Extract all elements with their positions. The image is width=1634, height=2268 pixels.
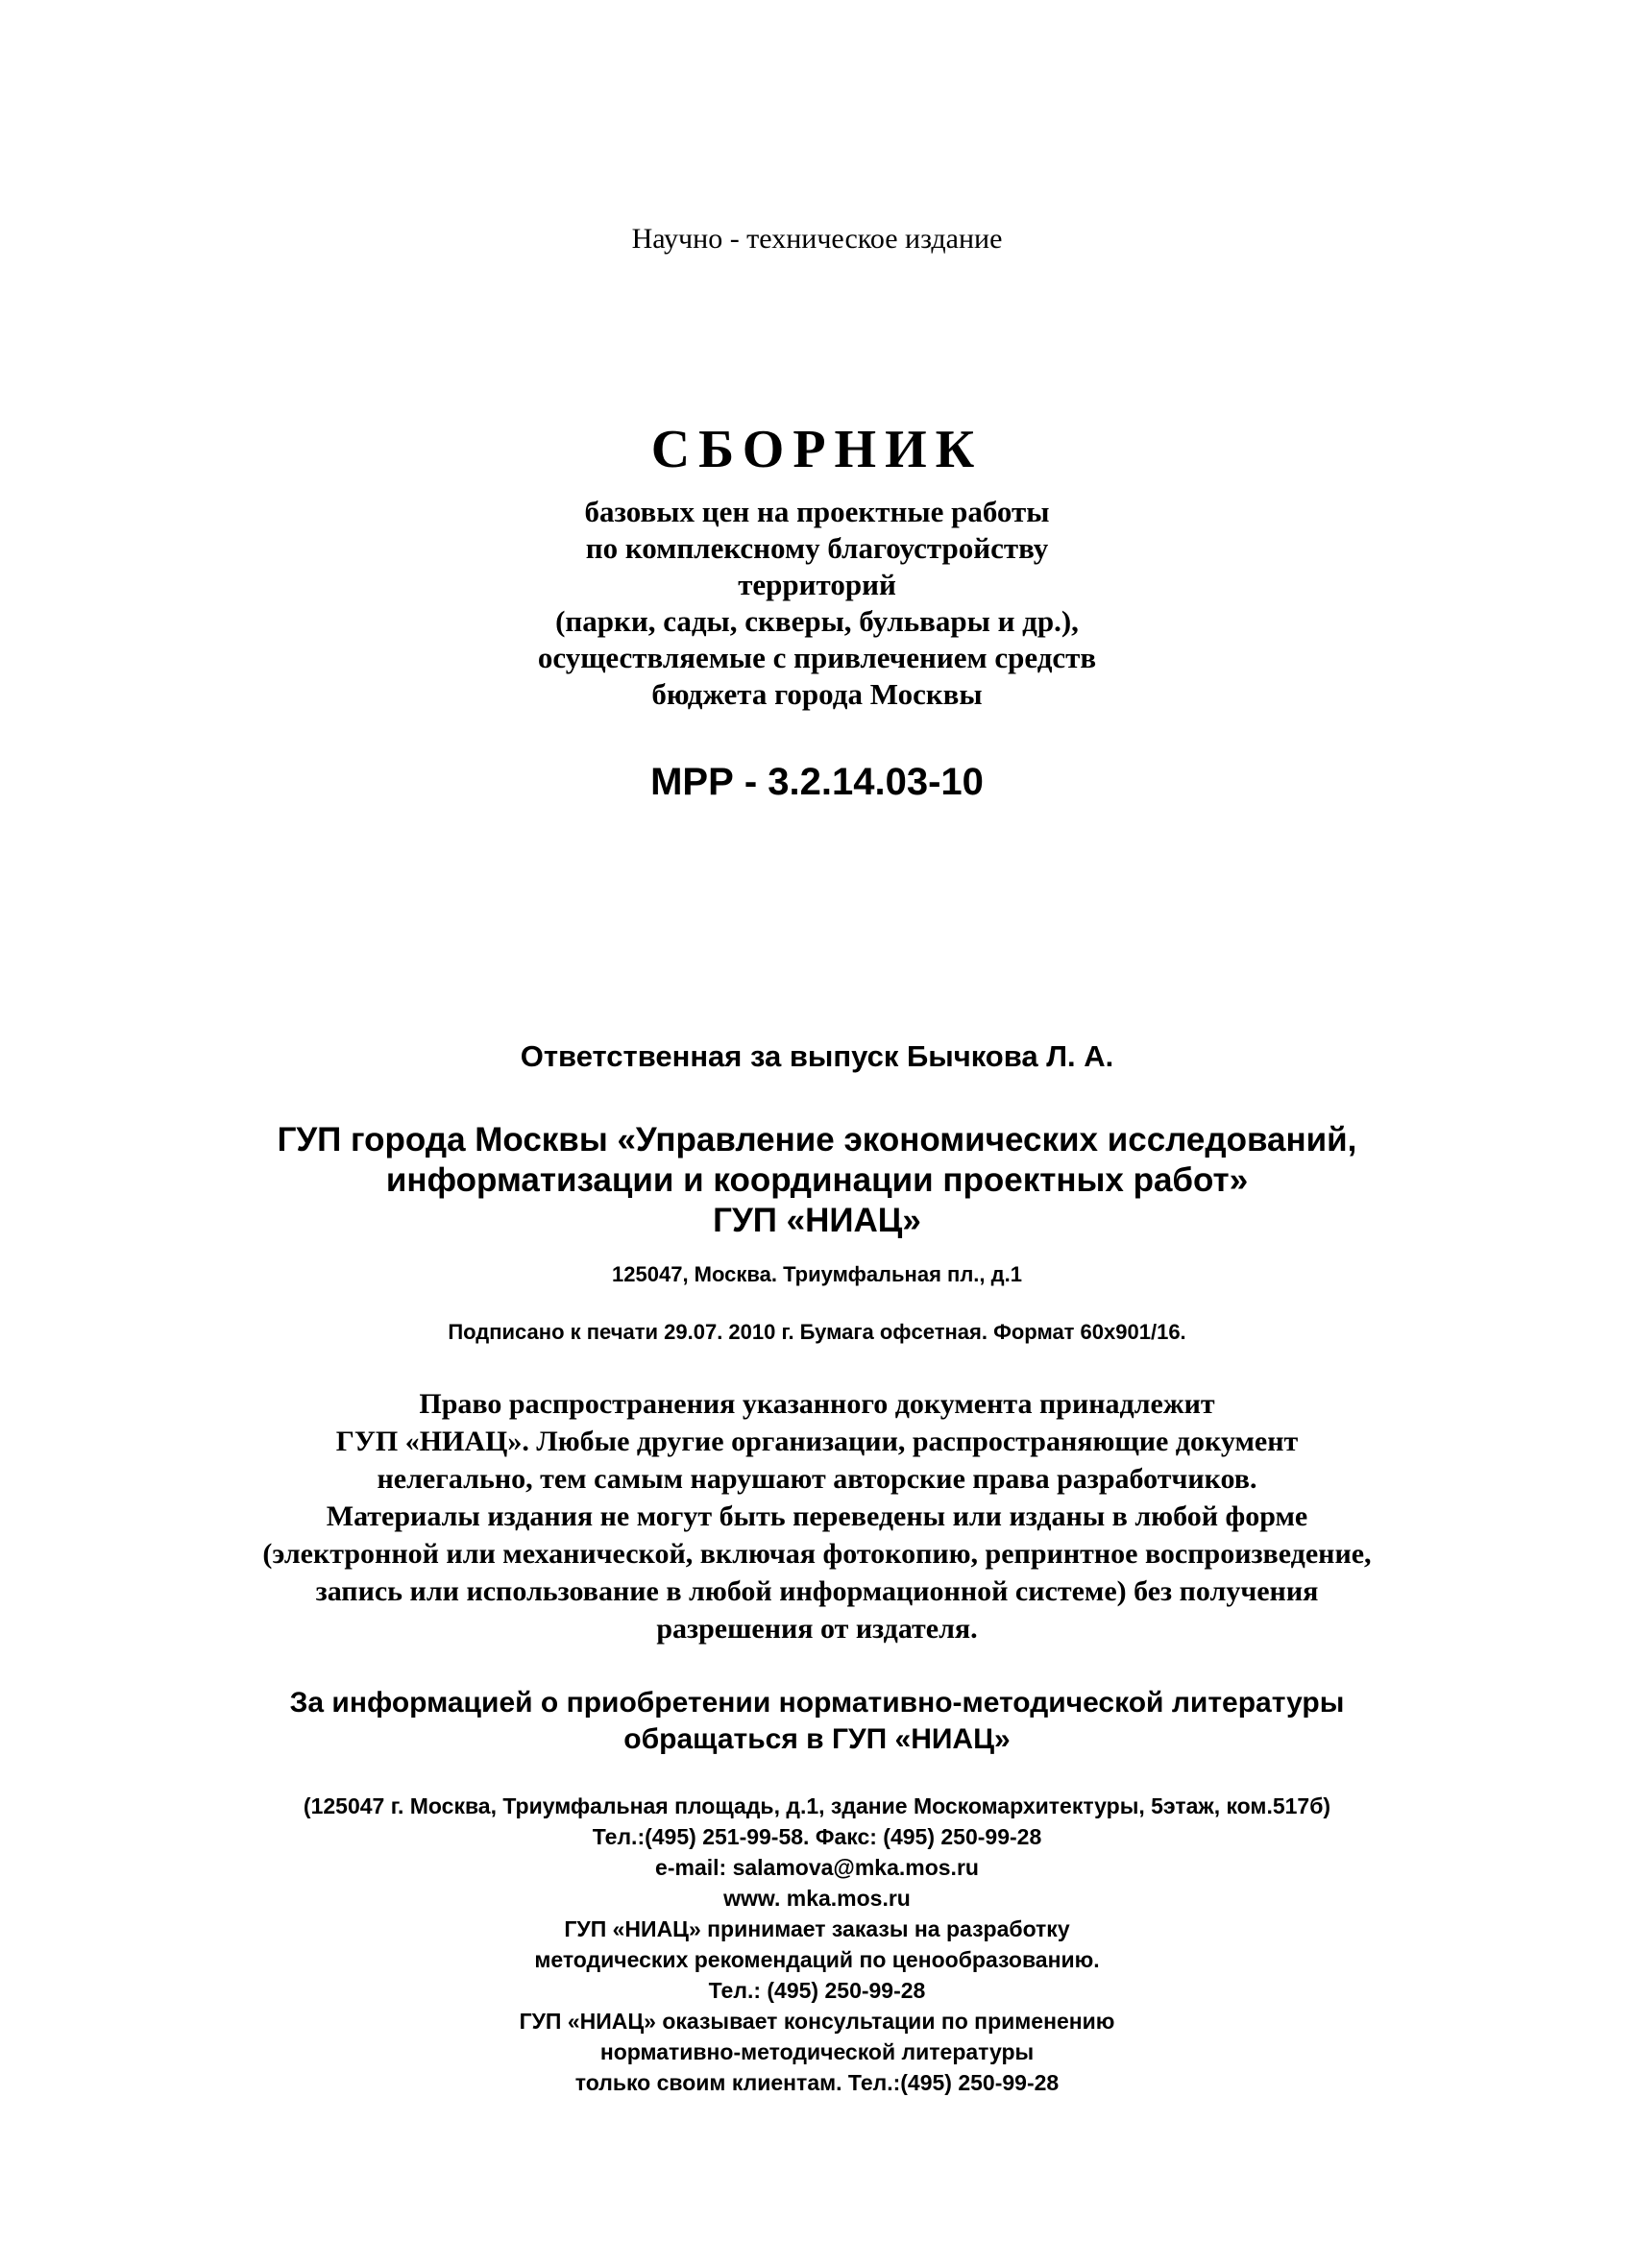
- responsible-person: Ответственная за выпуск Бычкова Л. А.: [520, 1039, 1114, 1073]
- rights-line: (электронной или механической, включая фотокопию, репринтное воспроизведение,: [262, 1538, 1372, 1570]
- rights-line: запись или использование в любой информационной системе) без получения: [315, 1575, 1319, 1607]
- info-line: За информацией о приобретении нормативно-методической литературы: [289, 1687, 1345, 1719]
- contact-line: ГУП «НИАЦ» принимает заказы на разработку: [564, 1916, 1070, 1941]
- subtitle-line: территорий: [738, 568, 896, 601]
- contact-line: методических рекомендаций по ценообразованию.: [534, 1947, 1100, 1972]
- contact-line: (125047 г. Москва, Триумфальная площадь, д.1, здание Москомархитектуры, 5этаж, ком.517б): [303, 1793, 1331, 1818]
- organization-line: ГУП «НИАЦ»: [713, 1202, 921, 1239]
- contact-line: e-mail: salamova@mka.mos.ru: [655, 1855, 979, 1880]
- contact-line: Тел.:(495) 251-99-58. Факс: (495) 250-99-28: [592, 1824, 1042, 1849]
- organization-line: информатизации и координации проектных работ»: [385, 1161, 1249, 1199]
- rights-line: нелегально, тем самым нарушают авторские права разработчиков.: [377, 1463, 1257, 1495]
- subtitle-line: базовых цен на проектные работы: [584, 495, 1050, 528]
- contact-line: нормативно-методической литературы: [599, 2039, 1035, 2064]
- subtitle-line: бюджета города Москвы: [651, 677, 983, 711]
- rights-line: ГУП «НИАЦ». Любые другие организации, распространяющие документ: [335, 1426, 1299, 1457]
- rights-line: Материалы издания не могут быть переведены или изданы в любой форме: [326, 1500, 1308, 1532]
- contact-line: www. mka.mos.ru: [723, 1886, 911, 1911]
- rights-line: разрешения от издателя.: [656, 1613, 978, 1645]
- subtitle-line: (парки, сады, скверы, бульвары и др.),: [555, 604, 1079, 638]
- document-code: МРР - 3.2.14.03-10: [650, 761, 984, 803]
- document-title: СБОРНИК: [650, 420, 984, 479]
- subtitle-line: по комплексному благоустройству: [585, 531, 1049, 565]
- print-info: Подписано к печати 29.07. 2010 г. Бумага офсетная. Формат 60х901/16.: [448, 1320, 1186, 1344]
- publisher-address: 125047, Москва. Триумфальная пл., д.1: [612, 1262, 1022, 1286]
- edition-type: Научно - техническое издание: [631, 223, 1003, 255]
- subtitle-line: осуществляемые с привлечением средств: [537, 641, 1097, 674]
- rights-line: Право распространения указанного документа принадлежит: [419, 1388, 1215, 1420]
- contact-line: только своим клиентам. Тел.:(495) 250-99-28: [574, 2070, 1060, 2095]
- contact-line: ГУП «НИАЦ» оказывает консультации по применению: [519, 2009, 1115, 2034]
- info-line: обращаться в ГУП «НИАЦ»: [623, 1723, 1011, 1755]
- organization-line: ГУП города Москвы «Управление экономических исследований,: [277, 1121, 1357, 1158]
- contact-line: Тел.: (495) 250-99-28: [708, 1978, 926, 2003]
